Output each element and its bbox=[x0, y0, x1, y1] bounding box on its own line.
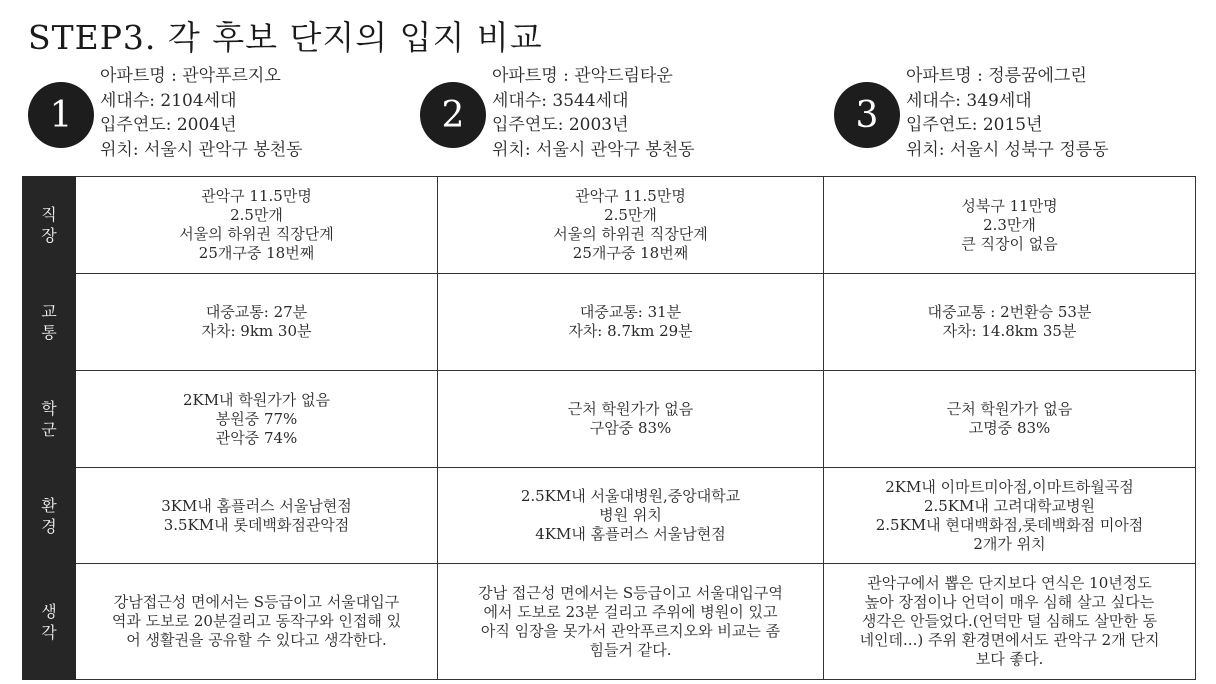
comparison-table bbox=[22, 176, 1196, 680]
candidate-info bbox=[492, 64, 695, 162]
apartment-name: 아파트명 : 관악푸르지오 bbox=[100, 66, 281, 86]
row-header-transport: 교 통 bbox=[23, 274, 76, 371]
table-cell: 대중교통 : 2번환승 53분 자차: 14.8km 35분 bbox=[824, 274, 1196, 371]
move-in-year: 입주연도: 2015년 bbox=[906, 115, 1043, 135]
table-cell: 강남 접근성 면에서는 S등급이고 서울대입구역 에서 도보로 23분 걸리고 주위에 병원이 있고 아직 임장을 못가서 관악푸르지오와 비교는 좀 힘들거 같다. bbox=[438, 564, 824, 680]
table-cell: 근처 학원가가 없음 고명중 83% bbox=[824, 371, 1196, 468]
location: 위치: 서울시 관악구 봉천동 bbox=[100, 139, 303, 160]
table-cell: 3KM내 홈플러스 서울남현점 3.5KM내 롯데백화점관악점 bbox=[76, 468, 438, 564]
move-in-year: 입주연도: 2003년 bbox=[492, 115, 629, 135]
apartment-name: 아파트명 : 정릉꿈에그린 bbox=[906, 66, 1087, 86]
unit-count: 세대수: 2104세대 bbox=[100, 90, 237, 111]
table-row bbox=[23, 177, 1196, 274]
unit-count: 세대수: 349세대 bbox=[906, 90, 1032, 111]
table-cell: 2KM내 이마트미아점,이마트하월곡점 2.5KM내 고려대학교병원 2.5KM내 현대백화점,롯데백화점 미아점 2개가 위치 bbox=[824, 468, 1196, 564]
row-header-environment: 환 경 bbox=[23, 468, 76, 564]
candidate-number-badge: 3 bbox=[834, 82, 900, 148]
unit-count: 세대수: 3544세대 bbox=[492, 90, 629, 111]
row-header-opinion: 생 각 bbox=[23, 564, 76, 680]
table-row bbox=[23, 274, 1196, 371]
candidate-info bbox=[906, 64, 1109, 162]
table-cell: 대중교통: 27분 자차: 9km 30분 bbox=[76, 274, 438, 371]
table-cell: 강남접근성 면에서는 S등급이고 서울대입구 역과 도보로 20분걸리고 동작구와 인접해 있 어 생활권을 공유할 수 있다고 생각한다. bbox=[76, 564, 438, 680]
candidate-number-badge: 1 bbox=[28, 82, 94, 148]
apartment-name: 아파트명 : 관악드림타운 bbox=[492, 66, 673, 86]
table-cell: 관악구에서 뽑은 단지보다 연식은 10년정도 높아 장점이나 언덕이 매우 심해 살고 싶다는 생각은 안들었다.(언덕만 덜 심해도 살만한 동 네인데...) 주위 환경면에서도 관악구 2개 단지 보다 좋다. bbox=[824, 564, 1196, 680]
table-row bbox=[23, 371, 1196, 468]
table-cell: 관악구 11.5만명 2.5만개 서울의 하위권 직장단계 25개구중 18번째 bbox=[438, 177, 824, 274]
candidate-info bbox=[100, 64, 303, 162]
row-header-school: 학 군 bbox=[23, 371, 76, 468]
table-cell: 근처 학원가가 없음 구암중 83% bbox=[438, 371, 824, 468]
move-in-year: 입주연도: 2004년 bbox=[100, 115, 237, 135]
row-header-workplace: 직 장 bbox=[23, 177, 76, 274]
page-title: STEP3. 각 후보 단지의 입지 비교 bbox=[28, 18, 543, 57]
table-row bbox=[23, 468, 1196, 564]
table-row bbox=[23, 564, 1196, 680]
table-cell: 2.5KM내 서울대병원,중앙대학교 병원 위치 4KM내 홈플러스 서울남현점 bbox=[438, 468, 824, 564]
location: 위치: 서울시 성북구 정릉동 bbox=[906, 139, 1109, 160]
location: 위치: 서울시 관악구 봉천동 bbox=[492, 139, 695, 160]
table-cell: 관악구 11.5만명 2.5만개 서울의 하위권 직장단계 25개구중 18번째 bbox=[76, 177, 438, 274]
candidate-number-badge: 2 bbox=[420, 82, 486, 148]
table-cell: 대중교통: 31분 자차: 8.7km 29분 bbox=[438, 274, 824, 371]
table-cell: 2KM내 학원가가 없음 봉원중 77% 관악중 74% bbox=[76, 371, 438, 468]
table-cell: 성북구 11만명 2.3만개 큰 직장이 없음 bbox=[824, 177, 1196, 274]
